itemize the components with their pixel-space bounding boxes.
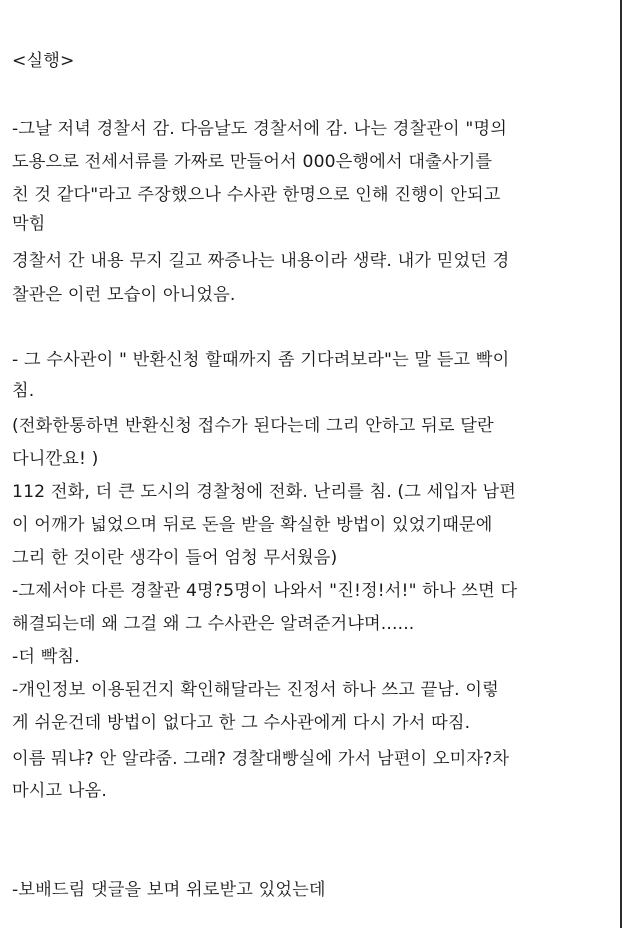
text-line: - 그 수사관이 " 반환신청 할때까지 좀 기다려보라"는 말 듣고 빡이 [12, 350, 510, 370]
text-line: 막힘 [12, 214, 46, 234]
text-line: 이름 뭐냐? 안 알랴줌. 그래? 경찰대빵실에 가서 남편이 오미자?차 [12, 749, 510, 769]
text-line: 다니깐요! ) [12, 449, 99, 469]
text-line: -그날 저녁 경찰서 감. 다음날도 경찰서에 감. 나는 경찰관이 "명의 [12, 119, 507, 139]
text-line: -그제서야 다른 경찰관 4명?5명이 나와서 "진!정!서!" 하나 쓰면 다 [12, 581, 518, 601]
text-line: -더 빡침. [12, 647, 80, 667]
text-line: 이 어깨가 넓었으며 뒤로 돈을 받을 확실한 방법이 있었기때문에 [12, 515, 493, 535]
text-line: 해결되는데 왜 그걸 왜 그 수사관은 알려준거냐며...... [12, 614, 415, 634]
text-line: 친 것 같다"라고 주장했으나 수사관 한명으로 인해 진행이 안되고 [12, 185, 501, 205]
text-line: 침. [12, 381, 35, 401]
text-line: 경찰서 간 내용 무지 길고 짜증나는 내용이라 생략. 내가 믿었던 경 [12, 251, 510, 271]
text-line: (전화한통하면 반환신청 접수가 된다는데 그리 안하고 뒤로 달란 [12, 416, 494, 436]
text-line: 도용으로 전세서류를 가짜로 만들어서 000은행에서 대출사기를 [12, 152, 493, 172]
text-line: 마시고 나옴. [12, 781, 107, 801]
text-line: 112 전화, 더 큰 도시의 경찰청에 전화. 난리를 침. (그 세입자 남편 [12, 482, 517, 502]
text-line: -보배드림 댓글을 보며 위로받고 있었는데 [12, 880, 326, 900]
section-heading: <실행> [12, 51, 75, 71]
text-line: 게 쉬운건데 방법이 없다고 한 그 수사관에게 다시 가서 따짐. [12, 713, 471, 733]
text-line: -개인정보 이용된건지 확인해달라는 진정서 하나 쓰고 끝남. 이렇 [12, 680, 499, 700]
text-line: 찰관은 이런 모습이 아니었음. [12, 285, 236, 305]
text-line: 그리 한 것이란 생각이 들어 엄청 무서웠음) [12, 548, 338, 568]
